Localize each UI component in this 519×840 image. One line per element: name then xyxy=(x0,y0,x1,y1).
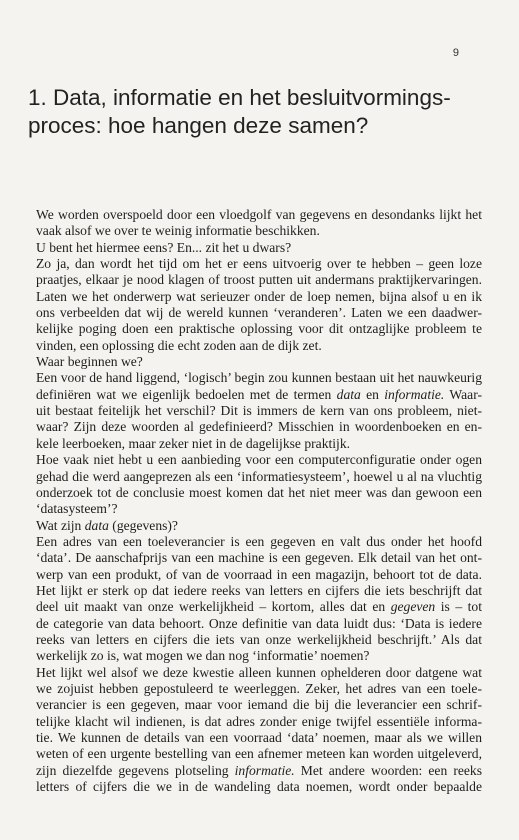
text-line xyxy=(36,289,482,305)
text-segment: tie. We kunnen de details van een voorraad ‘data’ noemen, maar als we willen xyxy=(36,730,482,745)
text-line xyxy=(36,207,482,223)
italic-term: data xyxy=(84,517,109,533)
text-segment: ‘data’. De aanschafprijs van een machine is een gegeven. Elk detail van het ont- xyxy=(36,550,482,566)
text-line xyxy=(36,485,482,501)
text-line xyxy=(36,518,482,534)
text-line xyxy=(36,272,482,288)
text-line xyxy=(36,730,482,746)
text-line xyxy=(36,321,482,337)
text-line xyxy=(36,567,482,583)
text-segment: letters of cijfers die we in de wandeling data noemen, wordt onder bepaalde xyxy=(36,779,482,795)
text-segment: Wat zijn xyxy=(36,517,85,533)
text-segment: verancier is een gegeven, maar voor iemand die bij die leverancier een schrif- xyxy=(36,697,482,713)
text-segment: onderzoek tot de conclusie moest komen dat het niet meer was dan gewoon een xyxy=(36,484,482,500)
text-segment: deel uit maakt van onze werkelijkheid – kortom, alles dat en xyxy=(36,599,391,615)
text-segment: (gegevens)? xyxy=(108,517,178,533)
text-line xyxy=(36,550,482,566)
text-segment: U bent het hiermee eens? En... zit het u dwars? xyxy=(36,239,292,255)
italic-term: informatie. xyxy=(234,762,295,778)
text-segment: de categorie van data behoort. Onze definitie van data luidt dus: ‘Data is iedere xyxy=(36,615,482,631)
text-line xyxy=(36,256,482,272)
text-line xyxy=(36,436,482,452)
text-segment: werp van een produkt, of van de voorraad in een magazijn, behoort tot de data. xyxy=(36,566,482,582)
chapter-title-line-1: 1. Data, informatie en het besluitvormings- xyxy=(28,85,451,110)
text-segment: is – tot xyxy=(435,599,482,615)
text-segment: gehad die werd aangeprezen als een ‘informatiesysteem’, hoewel u al na vluchtig xyxy=(36,468,482,484)
text-line xyxy=(36,632,482,648)
text-line xyxy=(36,534,482,550)
chapter-title-line-2: proces: hoe hangen deze samen? xyxy=(28,113,369,138)
text-line xyxy=(36,763,482,779)
text-segment: uit bestaat feitelijk het verschil? Dit is immers de kern van ons probleem, niet- xyxy=(36,403,482,419)
page-number: 9 xyxy=(452,47,459,59)
text-line xyxy=(36,599,482,615)
text-line xyxy=(36,469,482,485)
text-segment: werkelijk zo is, wat mogen we dan nog ‘informatie’ noemen? xyxy=(36,648,370,664)
text-line xyxy=(36,223,482,239)
text-segment: We worden overspoeld door een vloedgolf van gegevens en desondanks lijkt het xyxy=(36,207,482,222)
text-segment: vinden, een oplossing die echt zoden aan de dijk zet. xyxy=(36,337,322,353)
text-line xyxy=(36,681,482,697)
italic-term: data xyxy=(336,386,361,402)
text-segment: Waar beginnen we? xyxy=(36,354,143,370)
text-segment: we zojuist hebben gepostuleerd te weerleggen. Zeker, het adres van een toele- xyxy=(36,680,482,696)
text-line xyxy=(36,616,482,632)
text-segment: kelijke poging doen een praktische oplossing voor dit ontzaglijke probleem te xyxy=(36,321,482,337)
text-segment: reeks van letters en cijfers die iets van onze werkelijkheid beschrijft.’ Als dat xyxy=(36,631,482,647)
body-text xyxy=(36,207,482,795)
italic-term: gegeven xyxy=(390,599,436,615)
text-segment: Een voor de hand liggend, ‘logisch’ begin zou kunnen bestaan uit het nauwkeurig xyxy=(36,370,482,386)
text-line xyxy=(36,452,482,468)
text-line xyxy=(36,697,482,713)
text-line xyxy=(36,354,482,370)
text-segment: Met andere woorden: een reeks xyxy=(294,762,483,778)
text-line xyxy=(36,501,482,517)
text-segment: ons verbeelden dat wij de wereld kunnen ‘veranderen’. Laten we een daadwer- xyxy=(36,305,482,321)
text-segment: definiëren wat we eigenlijk bedoelen met de termen xyxy=(36,386,337,402)
text-line xyxy=(36,419,482,435)
chapter-title xyxy=(28,84,488,140)
text-segment: telijke klacht wil indienen, is dat adres zonder enige twijfel essentiële informa- xyxy=(36,713,482,729)
text-line xyxy=(36,746,482,762)
text-segment: Zo ja, dan wordt het tijd om het er eens uitvoerig over te hebben – geen loze xyxy=(36,256,482,272)
text-segment: Hoe vaak niet hebt u een aanbieding voor een computerconfiguratie onder ogen xyxy=(36,452,482,468)
text-segment: praatjes, elkaar je nood klagen of troost putten uit andermans praktijkervaringen. xyxy=(36,272,482,288)
text-line xyxy=(36,665,482,681)
italic-term: informatie. xyxy=(384,386,445,402)
text-segment: zijn diezelfde gegevens plotseling xyxy=(36,762,235,778)
text-segment: vaak alsof we over te weinig informatie beschikken. xyxy=(36,223,320,239)
text-line xyxy=(36,338,482,354)
text-segment: kele leerboeken, maar zeker niet in de dagelijkse praktijk. xyxy=(36,435,351,451)
text-segment: Laten we het onderwerp wat serieuzer onder de loep nemen, bijna alsof u en ik xyxy=(36,288,482,304)
text-segment: Het lijkt er sterk op dat iedere reeks van letters en cijfers die iets beschrijft dat xyxy=(36,582,482,598)
text-segment: weten of een urgente bestelling van een afnemer meteen kan worden uitgeleverd, xyxy=(36,746,482,762)
text-line xyxy=(36,714,482,730)
text-line xyxy=(36,583,482,599)
text-segment: waar? Zijn deze woorden al gedefinieerd? Misschien in woordenboeken en en- xyxy=(36,419,482,435)
text-segment: en xyxy=(360,386,385,402)
text-segment: Waar- xyxy=(444,386,482,402)
text-line xyxy=(36,305,482,321)
text-line xyxy=(36,779,482,795)
text-line xyxy=(36,648,482,664)
text-line xyxy=(36,387,482,403)
text-segment: Een adres van een toeleverancier is een gegeven en valt dus onder het hoofd xyxy=(36,533,482,549)
text-line xyxy=(36,370,482,386)
text-segment: ‘datasysteem’? xyxy=(36,501,118,517)
text-line xyxy=(36,403,482,419)
text-line xyxy=(36,240,482,256)
text-segment: Het lijkt wel alsof we deze kwestie alleen kunnen ophelderen door datgene wat xyxy=(36,664,482,680)
